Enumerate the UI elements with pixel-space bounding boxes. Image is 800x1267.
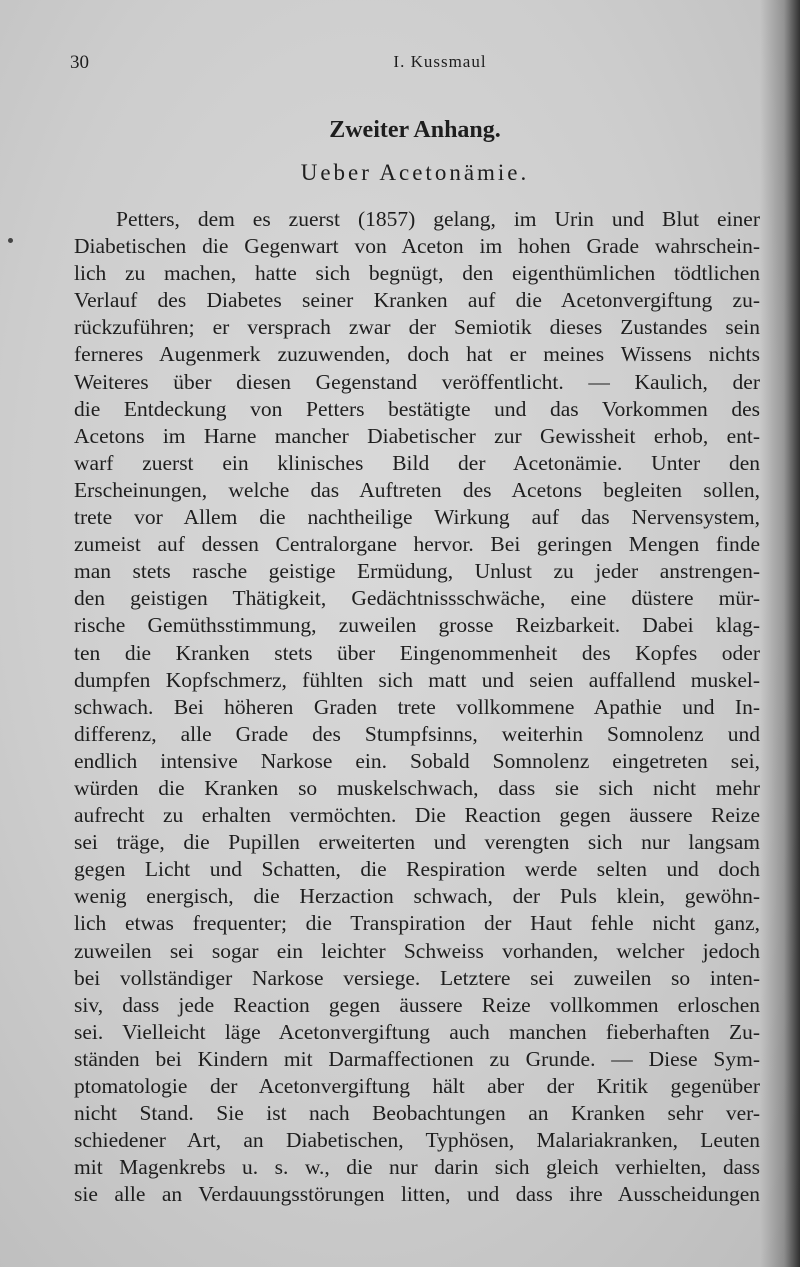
text-line: sei träge, die Pupillen erweiterten und verengten sich nur langsam	[74, 830, 760, 855]
text-line: differenz, alle Grade des Stumpfsinns, weiterhin Somnolenz und	[74, 721, 760, 746]
text-line: wenig energisch, die Herzaction schwach, der Puls klein, gewöhn-	[74, 884, 760, 909]
text-line: bei vollständiger Narkose versiege. Letztere sei zuweilen so inten-	[74, 965, 760, 990]
text-line: ten die Kranken stets über Eingenommenheit des Kopfes oder	[74, 640, 760, 665]
running-head: I. Kussmaul	[393, 52, 487, 71]
text-line: Acetons im Harne mancher Diabetischer zur Gewissheit erhob, ent-	[74, 423, 760, 448]
text-line: aufrecht zu erhalten vermöchten. Die Reaction gegen äussere Reize	[74, 803, 760, 828]
text-line: lich zu machen, hatte sich begnügt, den eigenthümlichen tödtlichen	[74, 261, 760, 286]
section-title: Zweiter Anhang.	[329, 117, 501, 143]
text-line: sei. Vielleicht läge Acetonvergiftung auch manchen fieberhaften Zu-	[74, 1019, 760, 1044]
text-line: Diabetischen die Gegenwart von Aceton im hohen Grade wahrschein-	[74, 234, 760, 259]
text-line: Erscheinungen, welche das Auftreten des Acetons begleiten sollen,	[74, 477, 760, 502]
text-line: schiedener Art, an Diabetischen, Typhösen, Malariakranken, Leuten	[74, 1128, 760, 1153]
text-line: Verlauf des Diabetes seiner Kranken auf die Acetonvergiftung zu-	[74, 288, 760, 313]
text-line: man stets rasche geistige Ermüdung, Unlust zu jeder anstrengen-	[74, 559, 760, 584]
text-line: dumpfen Kopfschmerz, fühlten sich matt und seien auffallend muskel-	[74, 667, 760, 692]
text-line: ständen bei Kindern mit Darmaffectionen zu Grunde. — Diese Sym-	[74, 1046, 760, 1071]
text-line: mit Magenkrebs u. s. w., die nur darin sich gleich verhielten, dass	[74, 1155, 760, 1180]
text-line: warf zuerst ein klinisches Bild der Acetonämie. Unter den	[74, 450, 760, 475]
text-line: trete vor Allem die nachtheilige Wirkung auf das Nervensystem,	[74, 505, 760, 530]
text-line: Weiteres über diesen Gegenstand veröffentlicht. — Kaulich, der	[74, 369, 760, 394]
text-line: würden die Kranken so muskelschwach, dass sie sich nicht mehr	[74, 775, 760, 800]
print-speck	[8, 238, 13, 243]
text-line: den geistigen Thätigkeit, Gedächtnissschwäche, eine düstere mür-	[74, 586, 760, 611]
text-line: gegen Licht und Schatten, die Respiration werde selten und doch	[74, 857, 760, 882]
text-line: lich etwas frequenter; die Transpiration der Haut fehle nicht ganz,	[74, 911, 760, 936]
text-line: ferneres Augenmerk zuzuwenden, doch hat er meines Wissens nichts	[74, 342, 760, 367]
text-line: rische Gemüthsstimmung, zuweilen grosse Reizbarkeit. Dabei klag-	[74, 613, 760, 638]
section-subtitle: Ueber Acetonämie.	[300, 160, 530, 185]
text-line: endlich intensive Narkose ein. Sobald Somnolenz eingetreten sei,	[74, 748, 760, 773]
page-header	[70, 52, 770, 82]
text-line: zumeist auf dessen Centralorgane hervor. Bei geringen Mengen finde	[74, 532, 760, 557]
text-line: die Entdeckung von Petters bestätigte und das Vorkommen des	[74, 396, 760, 421]
text-line: rückzuführen; er versprach zwar der Semiotik dieses Zustandes sein	[74, 315, 760, 340]
text-line: ptomatologie der Acetonvergiftung hält aber der Kritik gegenüber	[74, 1074, 760, 1098]
page-gutter-shadow	[760, 0, 800, 1267]
page-number: 30	[70, 52, 89, 73]
text-line: schwach. Bei höheren Graden trete vollkommene Apathie und In-	[74, 694, 760, 719]
text-line: sie alle an Verdauungsstörungen litten, und dass ihre Ausscheidungen	[74, 1182, 760, 1207]
text-line: siv, dass jede Reaction gegen äussere Reize vollkommen erloschen	[74, 992, 760, 1017]
text-line: Petters, dem es zuerst (1857) gelang, im Urin und Blut einer	[116, 207, 760, 231]
text-line: nicht Stand. Sie ist nach Beobachtungen an Kranken sehr ver-	[74, 1101, 760, 1126]
body-paragraph	[74, 206, 760, 1208]
text-line: zuweilen sei sogar ein leichter Schweiss vorhanden, welcher jedoch	[74, 938, 760, 963]
